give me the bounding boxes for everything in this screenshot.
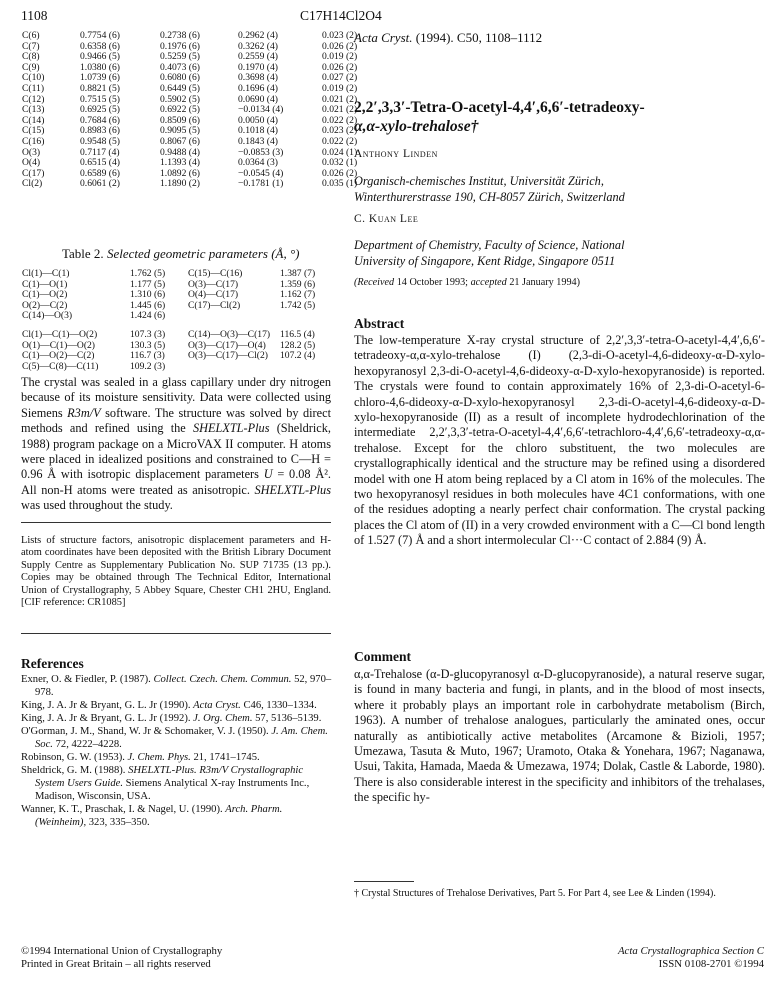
table-cell: 0.026 (2) (322, 61, 358, 73)
comment-text: α,α-Trehalose (α-D-glucopyranosyl α-D-glucopyranoside), a natural reserve sugar, is found in many bacteria and fungi, in plants, and in the blood of most insects, where it probably plays an important role in carbohydrate metabolism (Birch, 1963). A number of trehalose analogues, particularly the aminated ones, occur naturally as antibiotically active metabolites (Arcamone & Bizioli, 1957; Umezawa, Tasuta & Muto, 1967; Uramoto, Otaka & Yonehara, 1967; Naganawa, Usui, Takita, Hamada, Maeda & Umezawa, 1974; Dolak, Castle & Laborde, 1980). There is also considerable interest in the specificity and inhibitors of the trehalases, the specific hy- (354, 667, 765, 805)
table-row (22, 84, 362, 95)
table-cell: C(5)—C(8)—C(11) (22, 360, 99, 372)
table-cell: C(15) (22, 125, 45, 137)
table-cell: C(1)—O(2)—C(2) (22, 350, 95, 362)
reference-part: Sheldrick, G. M. (1988). (21, 765, 129, 776)
table-cell: 0.1018 (4) (238, 125, 278, 137)
title-line: α,α-xylo-trehalose† (354, 118, 479, 135)
table-cell: C(16) (22, 135, 45, 147)
journal-name: Acta Cryst. (354, 30, 413, 45)
author-2: C. Kuan Lee (354, 213, 419, 225)
table-cell: 0.021 (2) (322, 104, 358, 116)
table-cell: 1.1890 (2) (160, 178, 200, 190)
table-cell: 107.2 (4) (280, 350, 316, 362)
table-cell: 116.7 (3) (130, 350, 165, 362)
table-cell: 1.424 (6) (130, 310, 166, 322)
para-ital: SHELXTL-Plus (192, 421, 270, 436)
reference-item (21, 699, 333, 712)
references-list (21, 673, 333, 829)
table-cell: 0.026 (2) (322, 40, 358, 52)
table-cell: −0.0853 (3) (238, 146, 284, 158)
page-number: 1108 (21, 8, 48, 23)
reference-part: Siemens Analytical X-ray Instruments Inc., Madison, Wisconsin, USA. (35, 778, 310, 802)
table-cell: 1.1393 (4) (160, 157, 200, 169)
table-cell: 0.5259 (5) (160, 51, 200, 63)
table-cell: C(17)—Cl(2) (188, 299, 241, 311)
table2-angles (22, 330, 320, 372)
table-cell: Cl(2) (22, 178, 43, 190)
para-text: = 0.08 Å². All non-H atoms were treated as anisotropic. (21, 467, 331, 497)
reference-part: Acta Cryst. (193, 700, 241, 711)
footnote-rule (354, 881, 414, 882)
table-cell: 0.035 (1) (322, 178, 358, 190)
para-text: (Sheldrick, 1988) program package on a MicroVAX II computer. H atoms were placed in idealized positions and constrained to C—H = 0.96 Å with isotropic displacement parameters (21, 421, 331, 482)
table-cell: C(14)—O(3)—C(17) (188, 329, 271, 340)
table-cell: 0.0690 (4) (238, 93, 278, 105)
table-cell: C(1)—O(2) (22, 289, 68, 301)
table-cell: O(4) (22, 157, 41, 169)
table-cell: 0.5902 (5) (160, 93, 200, 105)
accepted-label: accepted (470, 277, 507, 288)
table-cell: 0.019 (2) (322, 82, 358, 94)
table-row (22, 179, 362, 190)
table-cell: C(9) (22, 61, 40, 73)
table-cell: C(7) (22, 40, 40, 52)
reference-part: J. Org. Chem. (193, 713, 253, 724)
table-cell: 0.9488 (4) (160, 146, 200, 158)
reference-part: Collect. Czech. Chem. Commun. (153, 674, 292, 685)
table-cell: C(17) (22, 167, 45, 179)
footer-line: Acta Crystallographica Section C (617, 945, 764, 957)
table-cell: −0.0134 (4) (238, 104, 284, 116)
table-cell (188, 311, 280, 322)
abstract-text: The low-temperature X-ray crystal structure of 2,2′,3,3′-tetra-O-acetyl-4,4′,6,6′-tetradeoxy-α,α-xylo-trehalose (I) (2,3-di-O-acetyl-4,6-dideoxy-α-D-xylo-hexopyranosyl 2,3-di-O-acetyl-4,6-dideoxy-α-D-xylo-hexopyranoside) is reported. The crystals were found to contain approximately 16% of 2,3-di-O-acetyl-6-chloro-4,6-dideoxy-α-D-xylo-hexopyranosyl 2,3-di-O-acetyl-4,6-dideoxy-α-D-xylo-hexopyranoside (II) as a result of incomplete hydrodechlorination of the intermediate 2,2′,3,3′-tetra-O-acetyl-4,4′,6,6′-tetrachloro-4,4′,6,6′-tetradeoxy-α,α-trehalose. Except for the chloro substituent, the two molecules are crystallographically identical and the structure may be refined using a disordered model with one H atom being replaced by a Cl atom in 16% of the molecules. The two hexopyranosyl residues in both molecules have 4C1 conformations, with one of the residues adopting a nearly perfect chair conformation. The crystal packing places the Cl atom of (II) in a very crowded environment with a C—Cl bond length of 1.527 (7) Å and a short intermolecular Cl···C contact of 2.884 (9) Å. (354, 333, 765, 548)
running-formula: C17H14Cl2O4 (300, 8, 382, 23)
table-cell: 0.2962 (4) (238, 30, 278, 41)
footer-line: Printed in Great Britain – all rights reserved (21, 957, 211, 970)
reference-item (21, 725, 333, 751)
table-cell: 0.7684 (6) (80, 114, 120, 126)
table-cell: 130.3 (5) (130, 339, 166, 351)
reference-part: C46, 1330–1334. (240, 700, 317, 711)
para-ital: R3m/V (67, 405, 101, 420)
table-cell: 1.445 (6) (130, 299, 166, 311)
table-cell: O(2)—C(2) (22, 299, 68, 311)
table-cell: 0.026 (2) (322, 167, 358, 179)
table-cell: 0.023 (2) (322, 125, 358, 137)
references-heading: References (21, 656, 84, 671)
table-cell: 0.3698 (4) (238, 72, 278, 84)
footnote: † Crystal Structures of Trehalose Derivatives, Part 5. For Part 4, see Lee & Linden (1994). (354, 888, 716, 899)
affil-line: Winterthurerstrasse 190, CH-8057 Zürich, Switzerland (354, 190, 625, 204)
table-cell: 0.6061 (2) (80, 178, 120, 190)
title-line: 2,2′,3,3′-Tetra-O-acetyl-4,4′,6,6′-tetradeoxy- (354, 99, 645, 116)
table-row (22, 31, 362, 42)
table-cell: 0.0050 (4) (238, 114, 278, 126)
table-cell: 0.8509 (6) (160, 114, 200, 126)
table-cell: 1.0892 (6) (160, 167, 200, 179)
received-line (354, 277, 580, 288)
received-date: 14 October 1993; (394, 277, 471, 288)
table-cell: 0.8983 (6) (80, 125, 120, 137)
table-row (22, 137, 362, 148)
table-cell: 0.023 (2) (322, 30, 358, 41)
table-cell: 1.310 (6) (130, 289, 166, 301)
table-cell: 0.021 (2) (322, 93, 358, 105)
table-cell: 0.019 (2) (322, 51, 358, 63)
table-cell: 0.6922 (5) (160, 104, 200, 116)
table2-title-rest: Selected geometric parameters (Å, °) (106, 246, 300, 261)
table-row (22, 330, 320, 341)
table-cell: 0.2559 (4) (238, 51, 278, 63)
comment-heading: Comment (354, 649, 411, 664)
accepted-date: 21 January 1994) (506, 277, 581, 288)
para-ital: SHELXTL-Plus (254, 482, 331, 497)
footer-copyright (21, 945, 222, 971)
table-cell: −0.1781 (1) (238, 178, 284, 190)
reference-item (21, 673, 333, 699)
table2-title-prefix: Table 2. (62, 246, 104, 261)
table-cell: 1.0380 (6) (80, 61, 120, 73)
table-cell: C(8) (22, 51, 40, 63)
table-cell: −0.0545 (4) (238, 167, 284, 179)
table-cell: 0.9548 (5) (80, 135, 120, 147)
table-cell: 0.2738 (6) (160, 30, 200, 41)
reference-part: 57, 5136–5139. (252, 713, 322, 724)
table-cell: Cl(1)—C(1)—O(2) (22, 329, 98, 340)
table-cell: 109.2 (3) (130, 360, 166, 372)
atomic-coordinates-table (22, 31, 362, 190)
para-text: The crystal was sealed in a glass capillary under dry nitrogen because of its moisture sensitivity. Data were collected using Siemens (21, 375, 331, 420)
affil-line: Department of Chemistry, Faculty of Science, National (354, 238, 625, 252)
table-cell: 0.9466 (5) (80, 51, 120, 63)
table-cell: 0.6589 (6) (80, 167, 120, 179)
table-cell: 0.1843 (4) (238, 135, 278, 147)
para-ital: U (263, 467, 273, 482)
table-cell: C(15)—C(16) (188, 268, 243, 279)
reference-part: King, J. A. Jr & Bryant, G. L. Jr (1992). (21, 713, 194, 724)
table-cell: C(1)—O(1) (22, 278, 68, 290)
table-cell: 128.2 (5) (280, 339, 316, 351)
table-cell: 0.7515 (5) (80, 93, 120, 105)
divider (21, 633, 331, 634)
reference-item (21, 803, 333, 829)
table-cell: 0.022 (2) (322, 114, 358, 126)
table-cell: 0.8821 (5) (80, 82, 120, 94)
journal-reference (354, 30, 542, 46)
reference-part: 323, 335–350. (86, 817, 150, 828)
reference-part: O'Gorman, J. M., Shand, W. Jr & Schomaker, V. J. (1950). (21, 726, 272, 737)
table-cell: C(14) (22, 114, 45, 126)
reference-part: Robinson, G. W. (1953). (21, 752, 128, 763)
table-cell: 0.6449 (5) (160, 82, 200, 94)
table-cell: 1.742 (5) (280, 299, 316, 311)
reference-part: 52, 970–978. (35, 674, 332, 698)
table-cell: C(14)—O(3) (22, 310, 73, 322)
reference-part: Exner, O. & Fiedler, P. (1987). (21, 674, 154, 685)
table-cell: O(3) (22, 146, 41, 158)
table-cell: O(3)—C(17)—O(4) (188, 339, 266, 351)
table-cell: Cl(1)—C(1) (22, 268, 70, 279)
table-cell: 0.1976 (6) (160, 40, 200, 52)
table-cell: 1.177 (5) (130, 278, 166, 290)
table-cell: 0.9095 (5) (160, 125, 200, 137)
table-cell: 0.3262 (4) (238, 40, 278, 52)
table-cell: 0.8067 (6) (160, 135, 200, 147)
reference-part: SHELXTL-Plus. R3m/V Crystallographic System Users Guide. (35, 765, 304, 789)
journal-volume: (1994). C50, 1108–1112 (412, 30, 543, 45)
table-cell: 0.1970 (4) (238, 61, 278, 73)
table-cell (280, 362, 320, 373)
table-cell: C(10) (22, 72, 45, 84)
table-cell: 0.0364 (3) (238, 157, 278, 169)
para-text: software. The structure was solved by direct methods and refined using the (21, 405, 331, 436)
table-cell: 1.359 (6) (280, 278, 316, 290)
table-cell: 1.387 (7) (280, 268, 316, 279)
table-cell: O(3)—C(17)—Cl(2) (188, 350, 268, 362)
reference-part: J. Am. Chem. Soc. (35, 726, 328, 750)
table-cell: 0.4073 (6) (160, 61, 200, 73)
abstract-heading: Abstract (354, 316, 405, 331)
footer-line: ©1994 International Union of Crystallography (21, 945, 223, 957)
table2-bonds (22, 269, 320, 322)
table-cell: 1.162 (7) (280, 289, 316, 301)
reference-part: 21, 1741–1745. (190, 752, 260, 763)
table-cell: 1.762 (5) (130, 268, 166, 279)
reference-part: J. Chem. Phys. (127, 752, 191, 763)
table-cell (280, 311, 320, 322)
reference-part: King, J. A. Jr & Bryant, G. L. Jr (1990). (21, 700, 194, 711)
reference-item (21, 764, 333, 803)
affiliation-1 (354, 173, 625, 205)
divider (21, 522, 331, 523)
table-cell: 0.7754 (6) (80, 30, 120, 41)
table-cell: O(4)—C(17) (188, 289, 239, 301)
author-1: Anthony Linden (354, 148, 438, 160)
table-cell: 0.1696 (4) (238, 82, 278, 94)
table-cell: 0.6925 (5) (80, 104, 120, 116)
table-cell: O(3)—C(17) (188, 278, 239, 290)
table-cell: 0.7117 (4) (80, 146, 120, 158)
table-cell: 0.032 (1) (322, 157, 358, 169)
table-cell: 1.0739 (6) (80, 72, 120, 84)
table-cell (188, 362, 280, 373)
experimental-paragraph (21, 375, 331, 514)
table2-title (62, 246, 300, 262)
table-cell: 107.3 (3) (130, 329, 166, 340)
table-cell: 0.6515 (4) (80, 157, 120, 169)
footer-line: ISSN 0108-2701 ©1994 (658, 957, 764, 970)
table-cell: C(12) (22, 93, 45, 105)
table-cell: 0.024 (1) (322, 146, 358, 158)
received-label: (Received (354, 277, 395, 288)
reference-part: Arch. Pharm. (Weinheim), (35, 804, 283, 828)
footer-journal (618, 945, 764, 971)
affiliation-2 (354, 237, 624, 269)
table-cell: 0.6358 (6) (80, 40, 120, 52)
reference-part: 72, 4222–4228. (52, 739, 122, 750)
table-cell: O(1)—C(1)—O(2) (22, 339, 96, 351)
deposit-note: Lists of structure factors, anisotropic displacement parameters and H-atom coordinates have been deposited with the British Library Document Supply Centre as Supplementary Publication No. SUP 71735 (13 pp.). Copies may be obtained through The Technical Editor, International Union of Crystallography, 5 Abbey Square, Chester CH1 2HU, England. [CIF reference: CR1085] (21, 535, 331, 609)
reference-item (21, 712, 333, 725)
table-row (22, 269, 320, 280)
reference-part: Wanner, K. T., Praschak, I. & Nagel, U. (1990). (21, 804, 226, 815)
table-cell: 0.6080 (6) (160, 72, 200, 84)
para-text: was used throughout the study. (21, 498, 173, 513)
table-row (22, 311, 320, 322)
table-cell: 0.027 (2) (322, 72, 358, 84)
table-cell: 0.022 (2) (322, 135, 358, 147)
article-title (354, 98, 774, 136)
table-cell: C(13) (22, 104, 45, 116)
affil-line: Organisch-chemisches Institut, Universität Zürich, (354, 174, 604, 188)
table-cell: C(6) (22, 30, 40, 41)
affil-line: University of Singapore, Kent Ridge, Singapore 0511 (354, 254, 616, 268)
table-cell: 116.5 (4) (280, 329, 315, 340)
table-row (22, 362, 320, 373)
table-cell: C(11) (22, 82, 45, 94)
reference-item (21, 751, 333, 764)
